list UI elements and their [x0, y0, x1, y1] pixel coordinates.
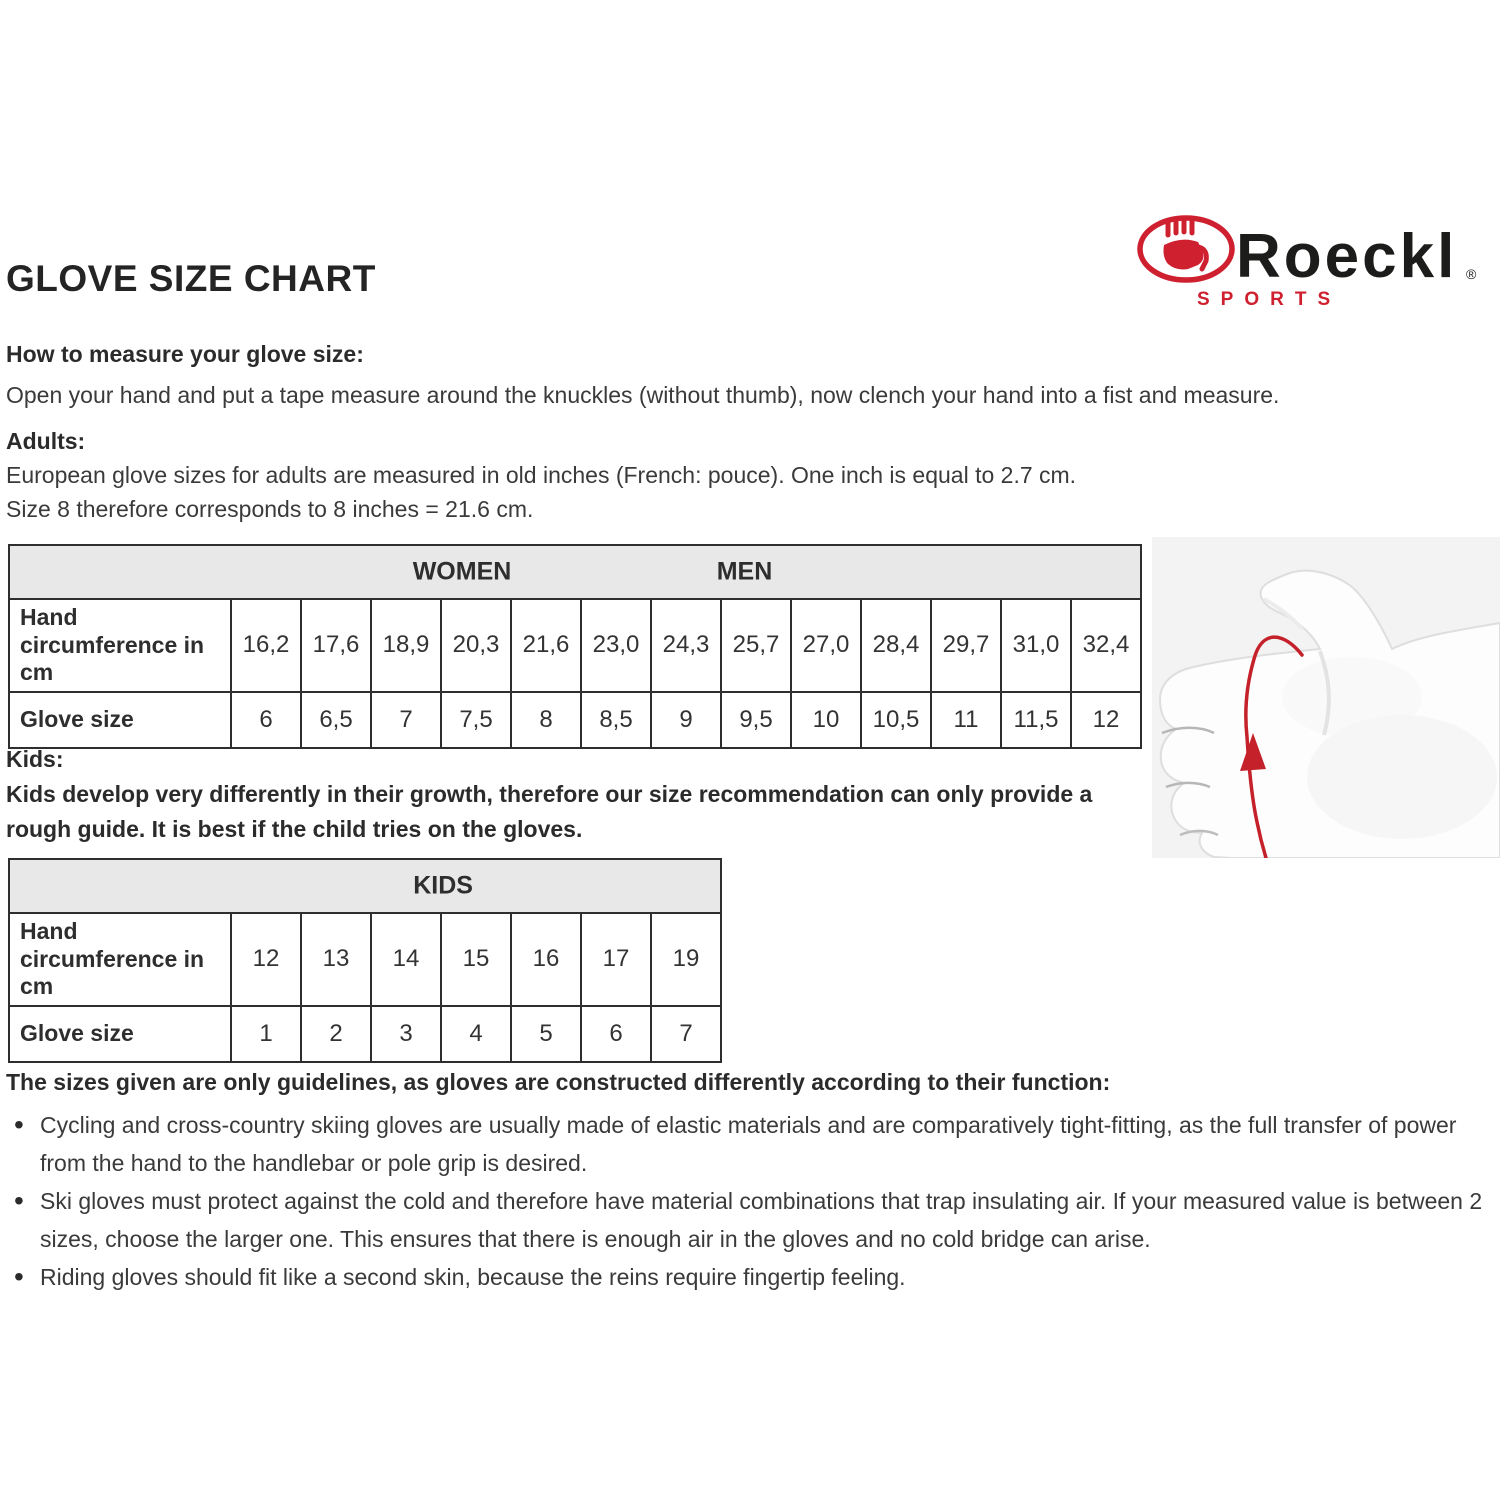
adults-line1: European glove sizes for adults are measured in old inches (French: pouce). One inch is equal to 2.7 cm. — [6, 462, 1077, 488]
circumference-cell: 18,9 — [371, 599, 441, 692]
glove-size-cell: 12 — [1071, 692, 1141, 748]
glove-size-cell: 10,5 — [861, 692, 931, 748]
measure-instructions — [6, 336, 1486, 413]
glove-size-cell: 8 — [511, 692, 581, 748]
adult-size-table — [8, 544, 1142, 749]
glove-size-cell: 6 — [581, 1006, 651, 1062]
kids-glove-size-row — [9, 1006, 721, 1062]
circumference-cell: 24,3 — [651, 599, 721, 692]
hand-measurement-illustration — [1152, 537, 1500, 858]
logo-subtitle-text: SPORTS — [1197, 289, 1342, 309]
glove-size-cell: 9,5 — [721, 692, 791, 748]
glove-size-cell: 1 — [231, 1006, 301, 1062]
logo-brand-text: Roeckl — [1236, 222, 1458, 291]
glove-size-cell: 11,5 — [1001, 692, 1071, 748]
circumference-cell: 32,4 — [1071, 599, 1141, 692]
circumference-cell: 20,3 — [441, 599, 511, 692]
page-title: GLOVE SIZE CHART — [6, 258, 376, 299]
measure-heading: How to measure your glove size: — [6, 341, 364, 367]
guideline-item-cycling: • Cycling and cross-country skiing gloves are usually made of elastic materials and are comparatively tight-fitting, as the full transfer of power from the hand to the handlebar or pole grip is desired. — [6, 1106, 1494, 1182]
circumference-cell: 16,2 — [231, 599, 301, 692]
circumference-cell: 17,6 — [301, 599, 371, 692]
glove-size-cell: 9 — [651, 692, 721, 748]
glove-size-row-label: Glove size — [9, 1006, 231, 1062]
adult-glove-size-row — [9, 692, 1141, 748]
circumference-cell: 16 — [511, 913, 581, 1006]
adults-section — [6, 424, 1486, 526]
measure-body: Open your hand and put a tape measure around the knuckles (without thumb), now clench your hand into a fist and measure. — [6, 382, 1280, 408]
kids-body: Kids develop very differently in their growth, therefore our size recommendation can only provide a rough guide. It is best if the child tries on the gloves. — [6, 781, 1093, 842]
guideline-item-ski: • Ski gloves must protect against the cold and therefore have material combinations that trap insulating air. If your measured value is between 2 sizes, choose the larger one. This ensures that there is enough air in the gloves and no cold bridge can arise. — [6, 1182, 1494, 1258]
circumference-cell: 12 — [231, 913, 301, 1006]
kids-circumference-row — [9, 913, 721, 1006]
circumference-cell: 25,7 — [721, 599, 791, 692]
adult-circumference-row — [9, 599, 1141, 692]
guideline-item-riding: • Riding gloves should fit like a second skin, because the reins require fingertip feeling. — [6, 1258, 1494, 1296]
glove-size-cell: 4 — [441, 1006, 511, 1062]
glove-size-cell: 7 — [371, 692, 441, 748]
glove-size-row-label: Glove size — [9, 692, 231, 748]
circumference-cell: 17 — [581, 913, 651, 1006]
glove-size-cell: 10 — [791, 692, 861, 748]
circumference-cell: 13 — [301, 913, 371, 1006]
glove-size-cell: 8,5 — [581, 692, 651, 748]
registered-mark: ® — [1466, 266, 1477, 282]
circumference-cell: 21,6 — [511, 599, 581, 692]
kids-table-group-header-row — [9, 859, 721, 913]
glove-size-cell: 5 — [511, 1006, 581, 1062]
men-group-header: MEN — [716, 557, 773, 586]
logo-graphic — [1136, 213, 1494, 309]
glove-size-cell: 6 — [231, 692, 301, 748]
kids-section — [6, 742, 1111, 847]
glove-hand-icon — [1164, 218, 1207, 269]
circumference-cell: 23,0 — [581, 599, 651, 692]
circumference-cell: 31,0 — [1001, 599, 1071, 692]
kids-size-table — [8, 858, 722, 1063]
circumference-cell: 28,4 — [861, 599, 931, 692]
guidelines-heading: The sizes given are only guidelines, as gloves are constructed differently according to their function: — [6, 1069, 1111, 1095]
kids-group-header: KIDS — [413, 871, 473, 900]
circumference-cell: 29,7 — [931, 599, 1001, 692]
adults-line2: Size 8 therefore corresponds to 8 inches = 21.6 cm. — [6, 496, 534, 522]
circumference-cell: 19 — [651, 913, 721, 1006]
glove-size-cell: 11 — [931, 692, 1001, 748]
circumference-row-label: Hand circumference in cm — [9, 913, 231, 1006]
glove-size-cell: 7,5 — [441, 692, 511, 748]
circumference-cell: 14 — [371, 913, 441, 1006]
women-group-header: WOMEN — [412, 557, 512, 586]
roeckl-sports-logo — [1136, 213, 1494, 309]
kids-heading: Kids: — [6, 746, 64, 772]
glove-size-cell: 6,5 — [301, 692, 371, 748]
circumference-row-label: Hand circumference in cm — [9, 599, 231, 692]
circumference-cell: 27,0 — [791, 599, 861, 692]
glove-size-cell: 7 — [651, 1006, 721, 1062]
adult-table-group-header-row — [9, 545, 1141, 599]
glove-size-cell: 3 — [371, 1006, 441, 1062]
adults-heading: Adults: — [6, 428, 86, 454]
glove-size-cell: 2 — [301, 1006, 371, 1062]
guidelines-list — [6, 1106, 1494, 1296]
circumference-cell: 15 — [441, 913, 511, 1006]
